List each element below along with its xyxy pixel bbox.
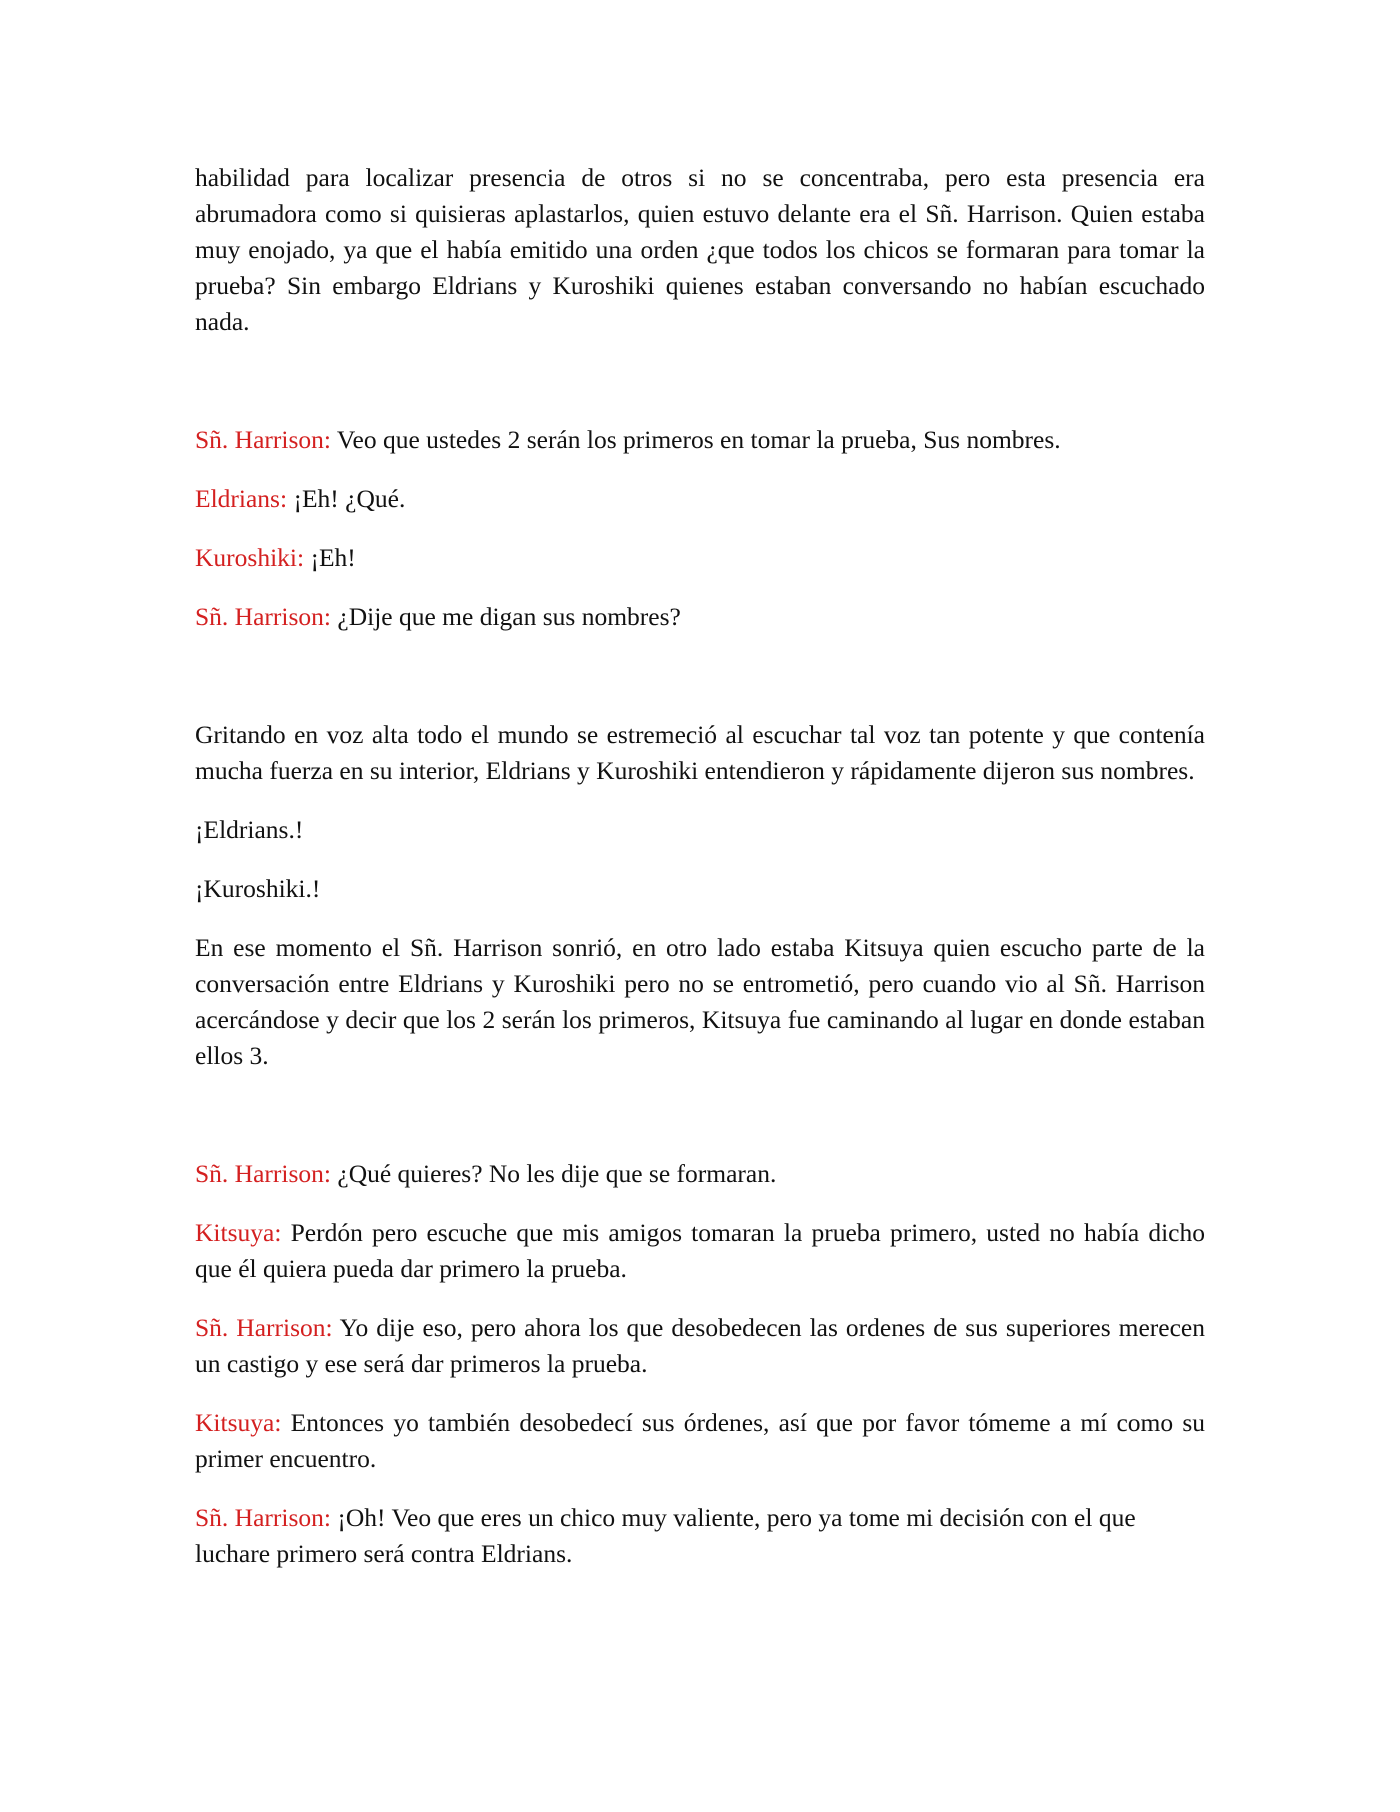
speaker-name: Eldrians: [195, 484, 288, 513]
dialogue-line [195, 1215, 1205, 1287]
dialogue-line [195, 422, 1205, 458]
speaker-name: Sñ. Harrison: [195, 1503, 331, 1532]
dialogue-text: Entonces yo también desobedecí sus órdenes, así que por favor tómeme a mí como su primer encuentro. [195, 1408, 1205, 1473]
dialogue-line [195, 481, 1205, 517]
dialogue-text: ¡Oh! Veo que eres un chico muy valiente, pero ya tome mi decisión con el que luchare primero será contra Eldrians. [195, 1503, 1136, 1568]
dialogue-text: ¡Eh! [304, 543, 356, 572]
dialogue-line [195, 1405, 1205, 1477]
narration-paragraph: ¡Eldrians.! [195, 815, 304, 844]
narration-paragraph: habilidad para localizar presencia de otros si no se concentraba, pero esta presencia era abrumadora como si quisieras aplastarlos, quien estuvo delante era el Sñ. Harrison. Quien estaba muy enojado, ya que el había emitido una orden ¿que todos los chicos se formaran para tomar la prueba? Sin embargo Eldrians y Kuroshiki quienes estaban conversando no habían escuchado nada. [195, 163, 1205, 336]
speaker-name: Sñ. Harrison: [195, 602, 331, 631]
dialogue-line [195, 1310, 1205, 1382]
narration-paragraph: ¡Kuroshiki.! [195, 874, 321, 903]
narration-paragraph: Gritando en voz alta todo el mundo se estremeció al escuchar tal voz tan potente y que contenía mucha fuerza en su interior, Eldrians y Kuroshiki entendieron y rápidamente dijeron sus nombres. [195, 720, 1205, 785]
document-body [195, 160, 1205, 1572]
speaker-name: Kitsuya: [195, 1408, 282, 1437]
dialogue-text: ¡Eh! ¿Qué. [287, 484, 406, 513]
dialogue-text: ¿Qué quieres? No les dije que se formaran. [331, 1159, 777, 1188]
dialogue-line [195, 599, 1205, 635]
speaker-name: Sñ. Harrison: [195, 425, 331, 454]
dialogue-line [195, 1156, 1205, 1192]
speaker-name: Kuroshiki: [195, 543, 305, 572]
speaker-name: Sñ. Harrison: [195, 1159, 331, 1188]
speaker-name: Kitsuya: [195, 1218, 282, 1247]
speaker-name: Sñ. Harrison: [195, 1313, 333, 1342]
dialogue-line [195, 1500, 1205, 1572]
dialogue-text: ¿Dije que me digan sus nombres? [331, 602, 681, 631]
dialogue-text: Perdón pero escuche que mis amigos tomaran la prueba primero, usted no había dicho que él quiera pueda dar primero la prueba. [195, 1218, 1205, 1283]
dialogue-text: Veo que ustedes 2 serán los primeros en tomar la prueba, Sus nombres. [331, 425, 1061, 454]
dialogue-text: Yo dije eso, pero ahora los que desobedecen las ordenes de sus superiores merecen un castigo y ese será dar primeros la prueba. [195, 1313, 1205, 1378]
document-page [195, 160, 1205, 1595]
narration-paragraph: En ese momento el Sñ. Harrison sonrió, en otro lado estaba Kitsuya quien escucho parte de la conversación entre Eldrians y Kuroshiki pero no se entrometió, pero cuando vio al Sñ. Harrison acercándose y decir que los 2 serán los primeros, Kitsuya fue caminando al lugar en donde estaban ellos 3. [195, 933, 1205, 1070]
dialogue-line [195, 540, 1205, 576]
